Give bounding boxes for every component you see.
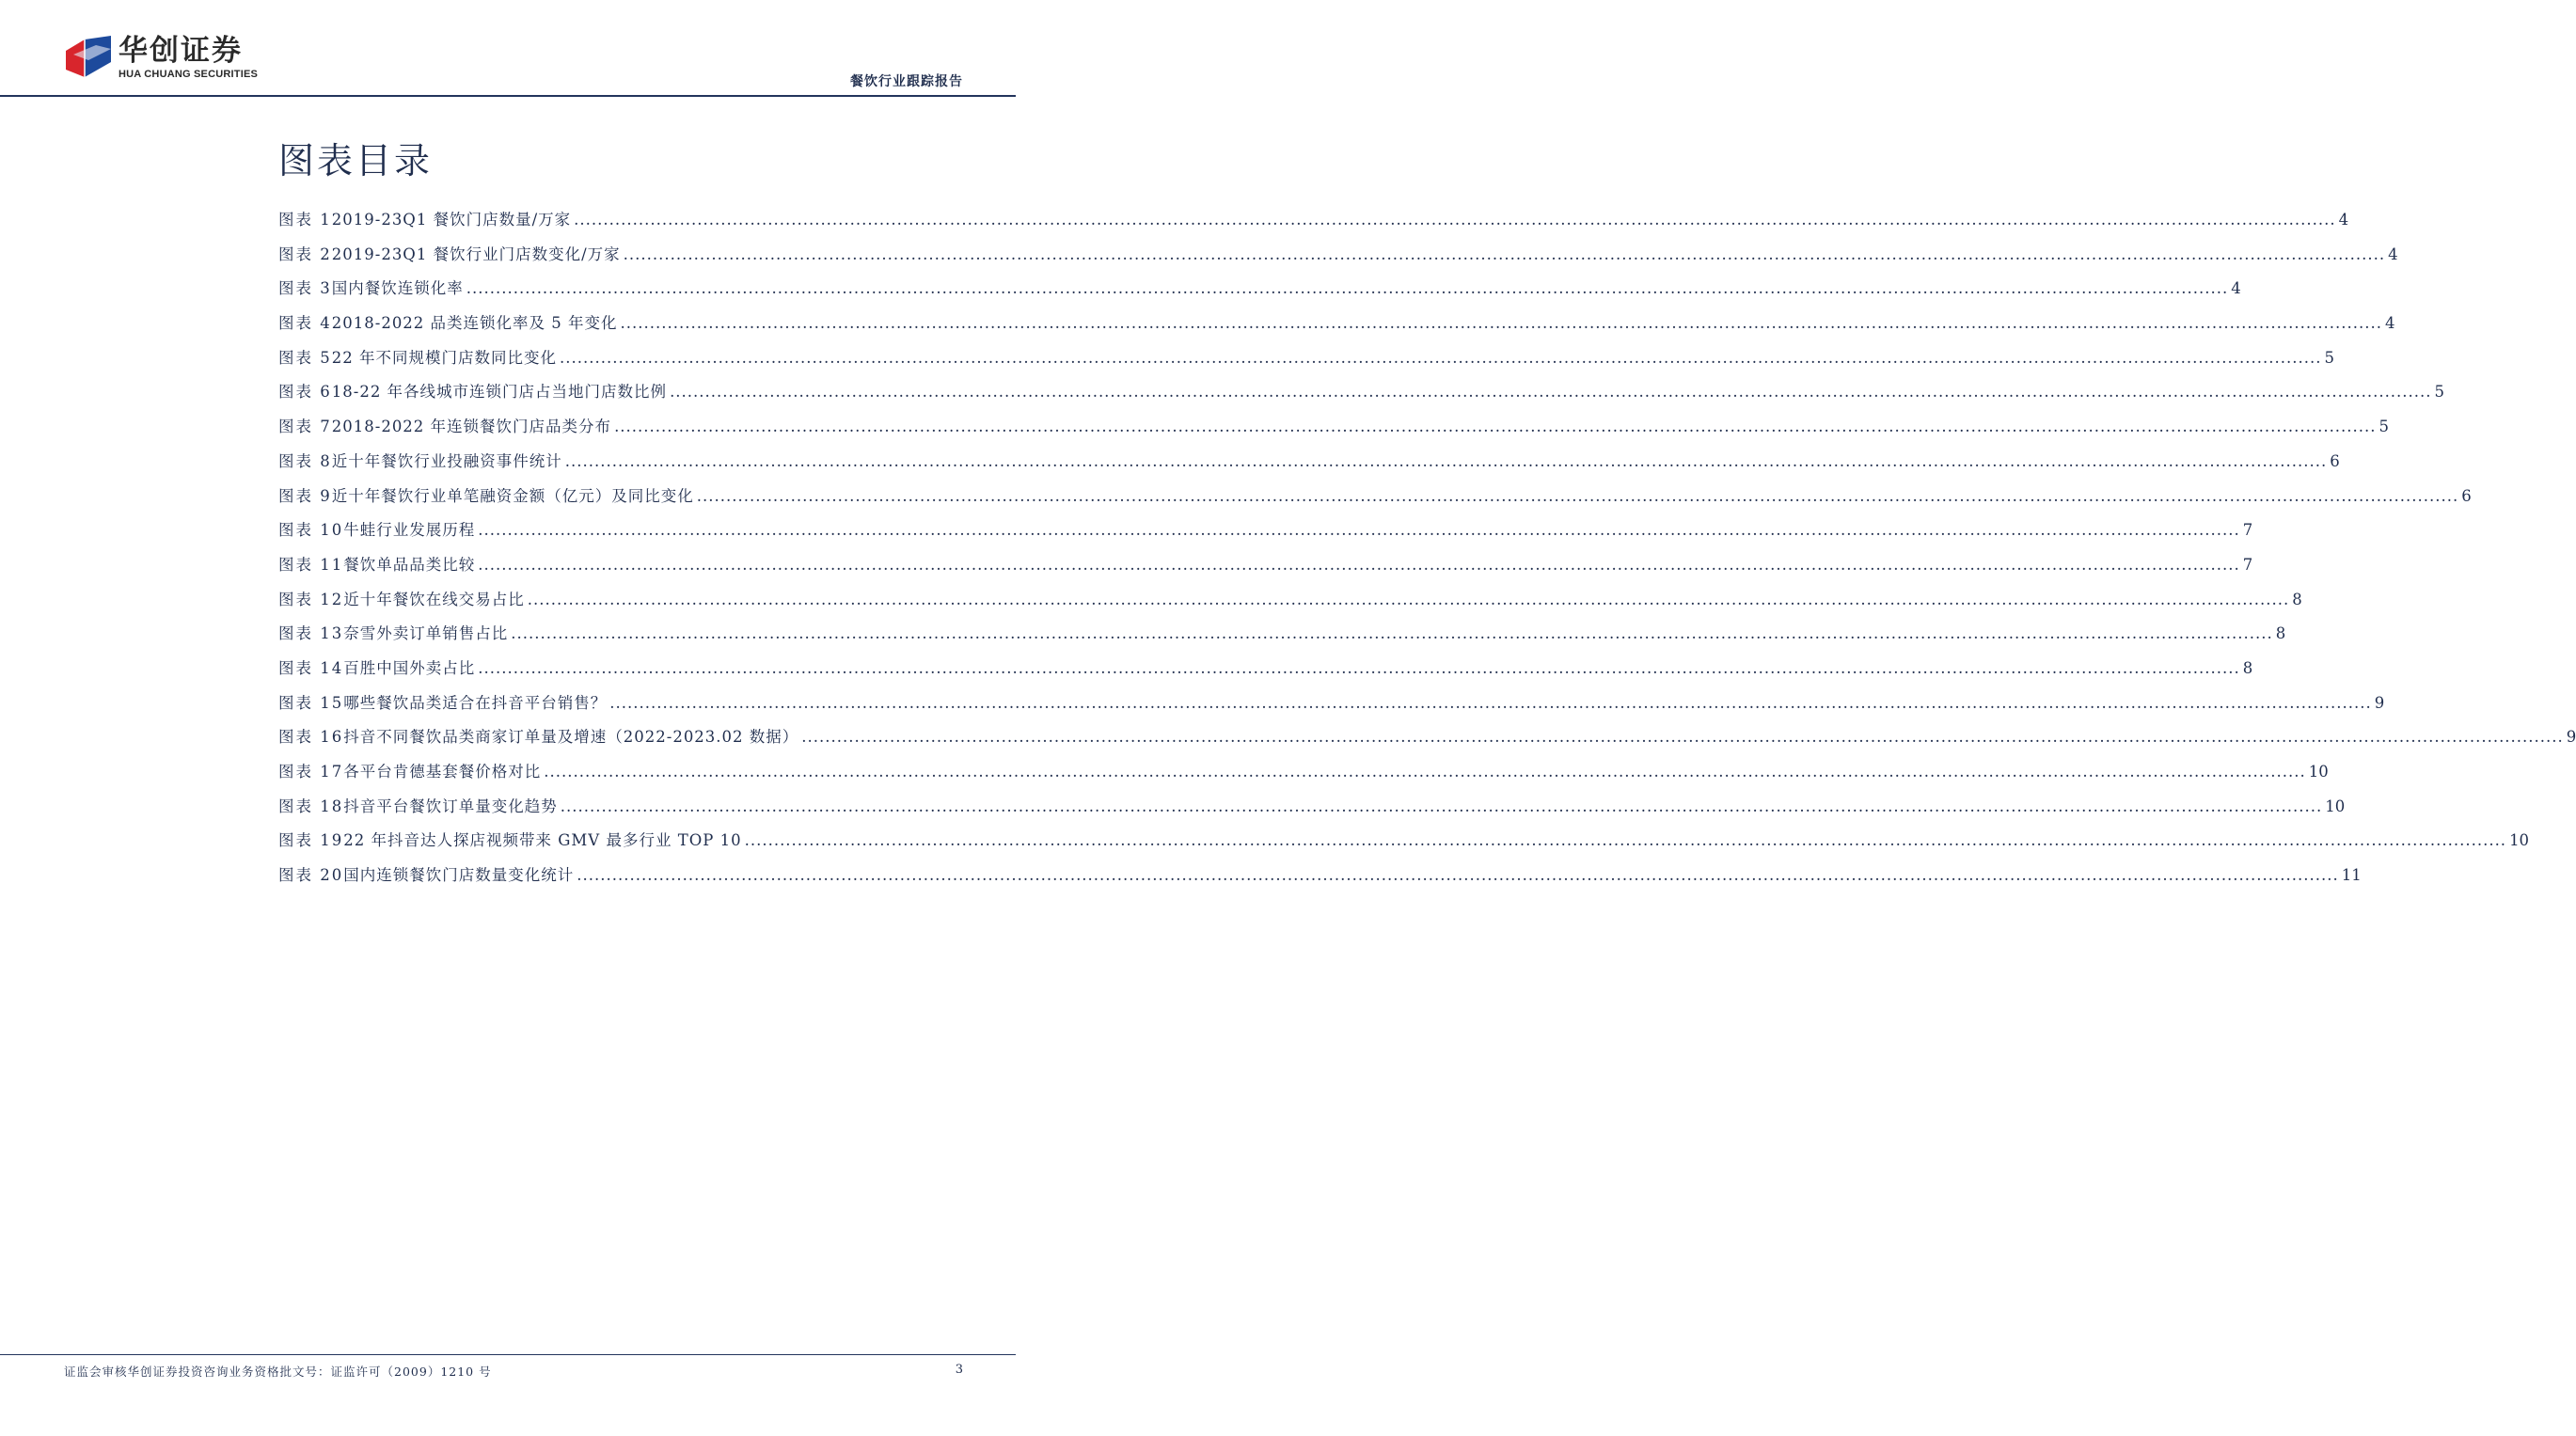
toc-entry[interactable]	[278, 790, 2346, 825]
toc-entry-title: 餐饮单品品类比较	[343, 555, 476, 574]
toc-entry-label: 图表 9	[278, 486, 332, 505]
toc-entry-label: 图表 11	[278, 555, 344, 574]
toc-entry-page: 8	[2242, 658, 2253, 677]
toc-entry[interactable]	[278, 272, 2241, 307]
toc-entry-label: 图表 1	[278, 211, 332, 229]
toc-entry-label: 图表 5	[278, 348, 332, 367]
toc-dot-leader: ............................................................................................................................................................................................................................................................................................................	[560, 797, 2323, 815]
toc-entry-label: 图表 3	[278, 279, 332, 298]
toc-title: 图表目录	[278, 140, 434, 181]
toc-entry-page: 6	[2461, 486, 2472, 505]
toc-entry-label: 图表 10	[278, 521, 344, 540]
toc-entry-label: 图表 17	[278, 763, 344, 781]
toc-dot-leader: ............................................................................................................................................................................................................................................................................................................	[574, 211, 2336, 229]
brand-name-cn: 华创证券	[119, 34, 243, 68]
toc-entry-page: 9	[2374, 693, 2385, 712]
toc-entry-title: 近十年餐饮行业投融资事件统计	[331, 451, 562, 470]
toc-entry-label: 图表 7	[278, 418, 332, 436]
toc-entry-label: 图表 20	[278, 866, 344, 885]
toc-entry-page: 8	[2275, 624, 2286, 643]
toc-entry-title: 22 年抖音达人探店视频带来 GMV 最多行业 TOP 10	[343, 831, 742, 850]
toc-entry-page: 8	[2292, 590, 2302, 608]
toc-dot-leader: ............................................................................................................................................................................................................................................................................................................	[560, 348, 2322, 367]
toc-entry[interactable]	[278, 686, 2385, 721]
toc-entry-title: 近十年餐饮在线交易占比	[343, 590, 525, 608]
toc-entry-label: 图表 15	[278, 693, 344, 712]
toc-entry[interactable]	[278, 583, 2302, 618]
toc-entry-title: 哪些餐饮品类适合在抖音平台销售？	[343, 693, 608, 712]
toc-entry-label: 图表 14	[278, 658, 344, 677]
toc-entry-title: 百胜中国外卖占比	[343, 658, 476, 677]
toc-entry[interactable]	[278, 720, 2576, 755]
toc-entry-title: 近十年餐饮行业单笔融资金额（亿元）及同比变化	[331, 486, 694, 505]
toc-entry[interactable]	[278, 824, 2530, 859]
figure-table-of-contents	[278, 203, 2576, 893]
toc-entry-title: 2019-23Q1 餐饮行业门店数变化/万家	[331, 245, 621, 263]
toc-entry-label: 图表 6	[278, 383, 332, 402]
toc-entry-title: 各平台肯德基套餐价格对比	[343, 763, 542, 781]
toc-entry-page: 5	[2324, 348, 2334, 367]
page-header	[0, 0, 1016, 100]
toc-dot-leader: ............................................................................................................................................................................................................................................................................................................	[744, 831, 2507, 850]
toc-entry-page: 7	[2242, 521, 2253, 540]
toc-entry[interactable]	[278, 445, 2340, 480]
toc-entry[interactable]	[278, 341, 2334, 376]
toc-entry-title: 奈雪外卖订单销售占比	[343, 624, 509, 643]
toc-dot-leader: ............................................................................................................................................................................................................................................................................................................	[620, 314, 2383, 333]
toc-dot-leader: ............................................................................................................................................................................................................................................................................................................	[577, 866, 2339, 885]
toc-dot-leader: ............................................................................................................................................................................................................................................................................................................	[564, 451, 2328, 470]
toc-entry-title: 抖音不同餐饮品类商家订单量及增速（2022-2023.02 数据）	[343, 728, 799, 747]
report-type: 餐饮行业跟踪报告	[850, 74, 963, 89]
toc-entry[interactable]	[278, 410, 2390, 445]
brand-name-en: HUA CHUANG SECURITIES	[119, 69, 259, 80]
toc-dot-leader: ............................................................................................................................................................................................................................................................................................................	[478, 658, 2240, 677]
toc-entry[interactable]	[278, 617, 2286, 652]
toc-dot-leader: ............................................................................................................................................................................................................................................................................................................	[478, 521, 2240, 540]
toc-entry-title: 22 年不同规模门店数同比变化	[331, 348, 557, 367]
toc-dot-leader: ............................................................................................................................................................................................................................................................................................................	[511, 624, 2273, 643]
header-divider	[0, 95, 1016, 97]
toc-entry-label: 图表 16	[278, 728, 344, 747]
toc-entry-label: 图表 4	[278, 314, 332, 333]
toc-entry-label: 图表 8	[278, 451, 332, 470]
toc-entry-title: 抖音平台餐饮订单量变化趋势	[343, 797, 558, 815]
toc-entry-page: 7	[2242, 555, 2253, 574]
toc-dot-leader: ............................................................................................................................................................................................................................................................................................................	[544, 763, 2306, 781]
toc-dot-leader: ............................................................................................................................................................................................................................................................................................................	[670, 383, 2432, 402]
toc-entry-label: 图表 2	[278, 245, 332, 263]
toc-entry-page: 10	[2509, 831, 2530, 850]
toc-entry-title: 18-22 年各线城市连锁门店占当地门店数比例	[331, 383, 668, 402]
toc-entry[interactable]	[278, 203, 2349, 238]
toc-entry-title: 2018-2022 品类连锁化率及 5 年变化	[331, 314, 618, 333]
toc-entry-label: 图表 18	[278, 797, 344, 815]
toc-entry-page: 10	[2308, 763, 2329, 781]
toc-dot-leader: ............................................................................................................................................................................................................................................................................................................	[614, 418, 2377, 436]
toc-entry[interactable]	[278, 755, 2329, 790]
toc-dot-leader: ............................................................................................................................................................................................................................................................................................................	[609, 693, 2372, 712]
toc-entry-page: 6	[2330, 451, 2340, 470]
toc-entry-title: 2019-23Q1 餐饮门店数量/万家	[331, 211, 572, 229]
toc-dot-leader: ............................................................................................................................................................................................................................................................................................................	[801, 728, 2564, 747]
footer-license-text: 证监会审核华创证券投资咨询业务资格批文号：证监许可（2009）1210 号	[64, 1365, 492, 1379]
toc-entry-page: 5	[2434, 383, 2445, 402]
toc-entry-label: 图表 13	[278, 624, 344, 643]
toc-entry[interactable]	[278, 480, 2472, 514]
toc-dot-leader: ............................................................................................................................................................................................................................................................................................................	[527, 590, 2290, 608]
toc-entry-page: 4	[2338, 211, 2349, 229]
toc-entry-page: 9	[2566, 728, 2576, 747]
hua-chuang-logo-icon	[64, 34, 113, 83]
toc-entry[interactable]	[278, 859, 2362, 893]
toc-entry-title: 国内餐饮连锁化率	[331, 279, 464, 298]
page-number: 3	[955, 1363, 963, 1377]
toc-entry-page: 4	[2385, 314, 2395, 333]
toc-entry-page: 11	[2341, 866, 2362, 885]
toc-entry[interactable]	[278, 375, 2445, 410]
toc-dot-leader: ............................................................................................................................................................................................................................................................................................................	[623, 245, 2386, 263]
toc-entry-page: 4	[2388, 245, 2398, 263]
toc-entry-page: 10	[2325, 797, 2346, 815]
toc-entry-label: 图表 19	[278, 831, 344, 850]
toc-entry-label: 图表 12	[278, 590, 344, 608]
toc-entry-title: 2018-2022 年连锁餐饮门店品类分布	[331, 418, 612, 436]
toc-entry[interactable]	[278, 307, 2395, 341]
toc-entry[interactable]	[278, 652, 2253, 686]
toc-dot-leader: ............................................................................................................................................................................................................................................................................................................	[466, 279, 2229, 298]
toc-entry-page: 4	[2231, 279, 2241, 298]
toc-entry-page: 5	[2378, 418, 2390, 436]
toc-entry[interactable]	[278, 238, 2398, 273]
toc-entry[interactable]	[278, 548, 2253, 583]
toc-entry[interactable]	[278, 513, 2253, 548]
toc-entry-title: 国内连锁餐饮门店数量变化统计	[343, 866, 575, 885]
toc-dot-leader: ............................................................................................................................................................................................................................................................................................................	[478, 555, 2240, 574]
toc-dot-leader: ............................................................................................................................................................................................................................................................................................................	[696, 486, 2459, 505]
footer-divider	[0, 1354, 1016, 1355]
toc-entry-title: 牛蛙行业发展历程	[343, 521, 476, 540]
